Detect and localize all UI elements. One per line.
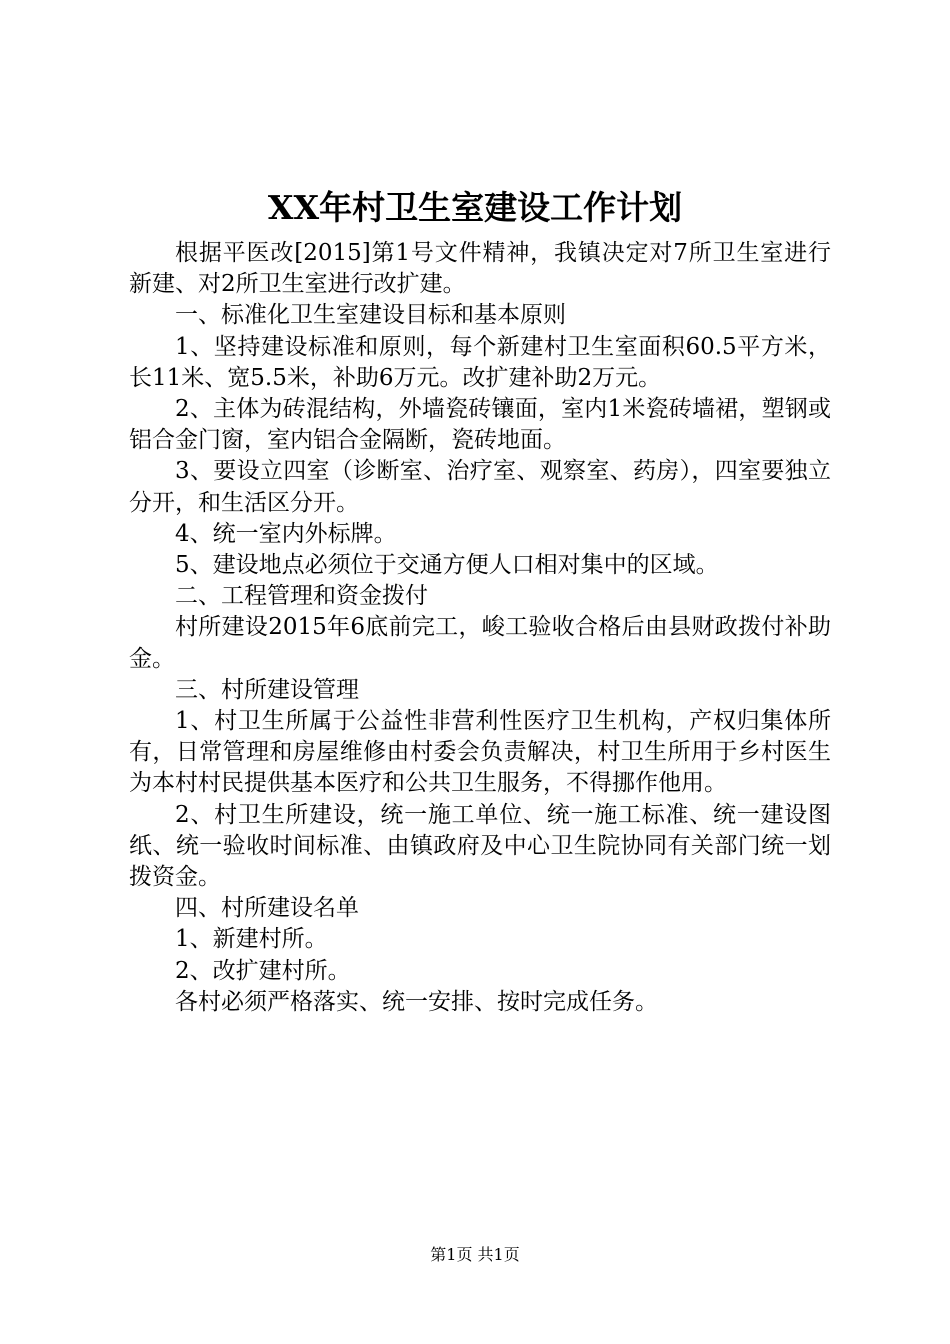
paragraph: 1、坚持建设标准和原则，每个新建村卫生室面积60.5平方米，长11米、宽5.5米，补助6万元。改扩建补助2万元。 [129,333,831,391]
paragraph: 1、新建村所。 [175,926,328,953]
paragraph: 根据平医改[2015]第1号文件精神，我镇决定对7所卫生室进行新建、对2所卫生室进行改扩建。 [129,240,831,298]
section-heading: 四、村所建设名单 [175,895,359,922]
paragraph: 2、村卫生所建设，统一施工单位、统一施工标准、统一建设图纸、统一验收时间标准、由镇政府及中心卫生院协同有关部门统一划拨资金。 [129,801,831,891]
document-body [129,238,831,1018]
document-title: XX年村卫生室建设工作计划 [267,188,683,227]
paragraph: 2、主体为砖混结构，外墙瓷砖镶面，室内1米瓷砖墙裙，塑钢或铝合金门窗，室内铝合金隔断，瓷砖地面。 [129,396,831,454]
section-heading: 三、村所建设管理 [175,676,359,703]
paragraph: 2、改扩建村所。 [175,957,351,984]
paragraph: 3、要设立四室（诊断室、治疗室、观察室、药房），四室要独立分开，和生活区分开。 [129,458,831,516]
paragraph: 各村必须严格落实、统一安排、按时完成任务。 [175,988,658,1015]
paragraph: 4、统一室内外标牌。 [175,520,397,547]
section-heading: 一、标准化卫生室建设目标和基本原则 [175,302,566,329]
paragraph: 村所建设2015年6底前完工，峻工验收合格后由县财政拨付补助金。 [129,614,831,672]
paragraph: 1、村卫生所属于公益性非营利性医疗卫生机构，产权归集体所有，日常管理和房屋维修由村委会负责解决，村卫生所用于乡村医生为本村村民提供基本医疗和公共卫生服务，不得挪作他用。 [129,708,831,797]
paragraph: 5、建设地点必须位于交通方便人口相对集中的区域。 [175,552,719,579]
page-footer: 第1页 共1页 [430,1245,520,1264]
section-heading: 二、工程管理和资金拨付 [175,583,428,610]
